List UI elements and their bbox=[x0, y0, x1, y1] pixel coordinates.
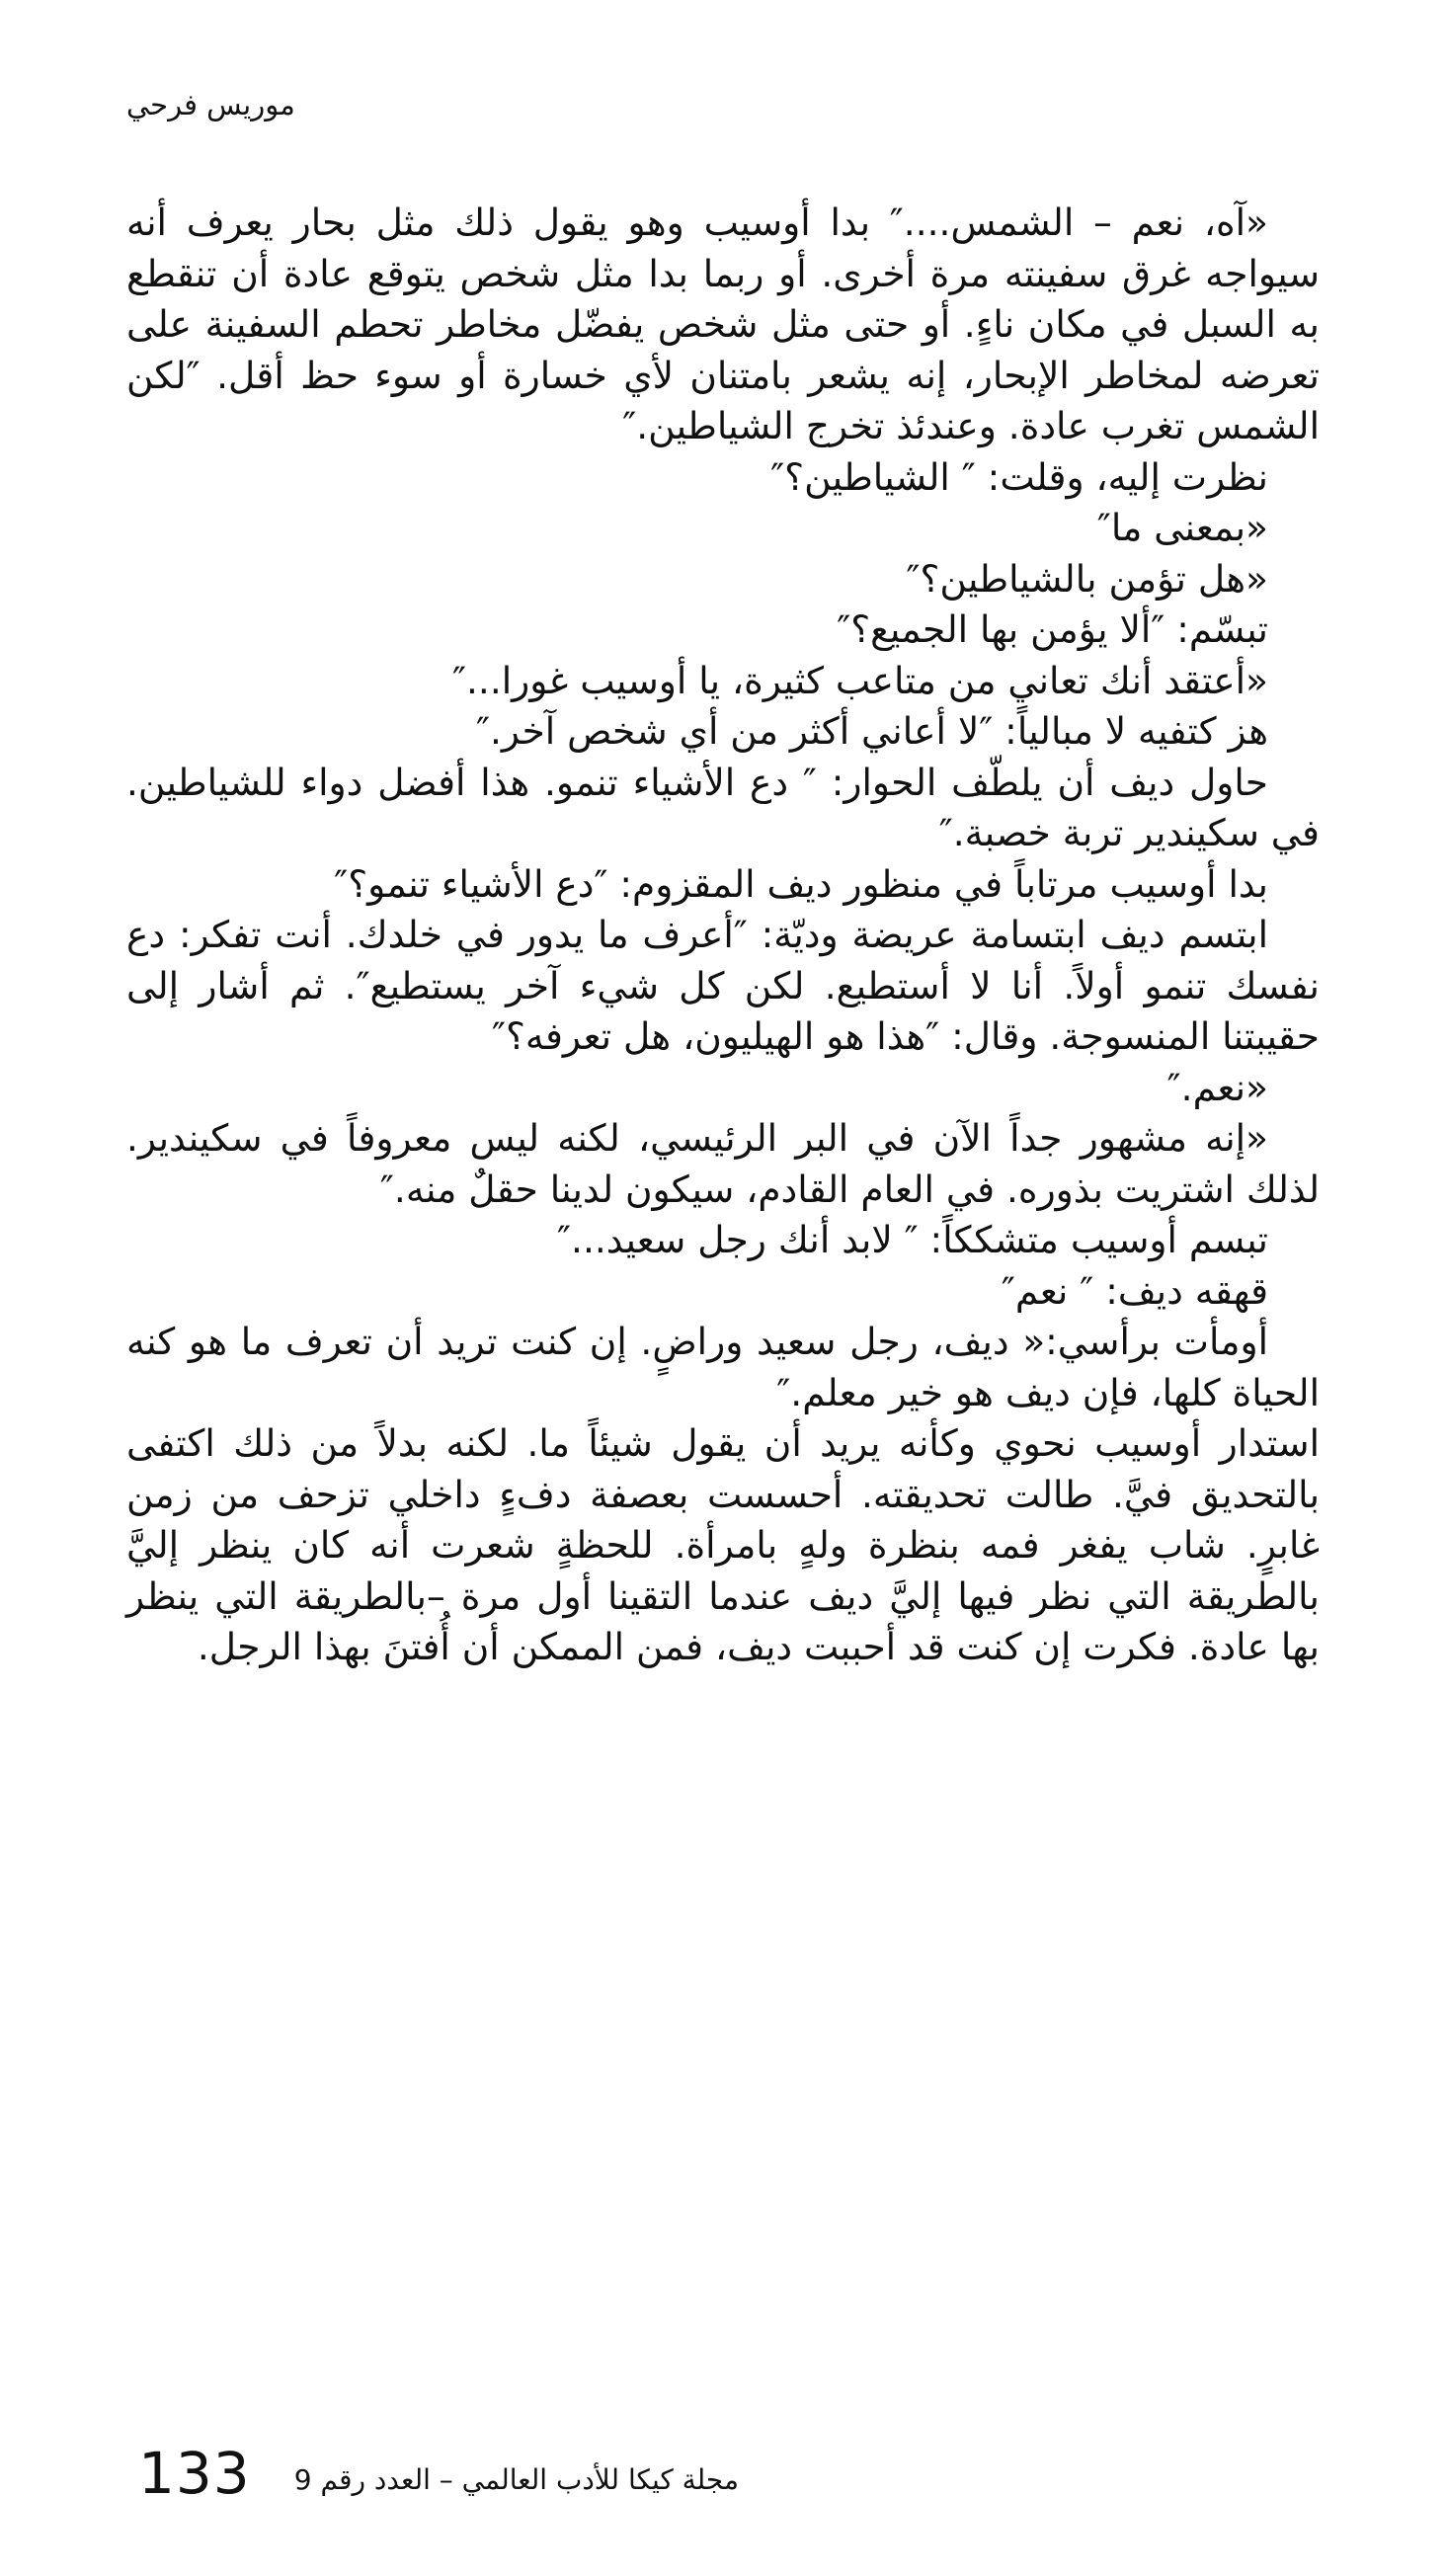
page-number: 133 bbox=[138, 2440, 251, 2507]
paragraph-5: تبسّم: ″ألا يؤمن بها الجميع؟″ bbox=[837, 607, 1268, 651]
paragraph-7: هز كتفيه لا مبالياً: ″لا أعاني أكثر من أي شخص آخر.″ bbox=[475, 709, 1268, 753]
paragraph-16: استدار أوسيب نحوي وكأنه يريد أن يقول شيئاً ما. لكنه بدلاً من ذلك اكتفى بالتحديق فيَّ. طالت تحديقته. أحسست بعصفة دفءٍ داخلي تزحف من زمن غابرٍ. شاب يفغر فمه بنظرة ولهٍ بامرأة. للحظةٍ شعرت أنه كان ينظر إليَّ بالطريقة التي نظر فيها إليَّ ديف عندما التقينا أول مرة –بالطريقة التي ينظر بها عادة. فكرت إن كنت قد أحببت ديف، فمن الممكن أن أُفتنَ بهذا الرجل. bbox=[126, 1421, 1320, 1668]
paragraph-12: «إنه مشهور جداً الآن في البر الرئيسي، لكنه ليس معروفاً في سكيندير. لذلك اشتريت بذوره. في العام القادم، سيكون لدينا حقلٌ منه.″ bbox=[126, 1116, 1320, 1211]
paragraph-4: «هل تؤمن بالشياطين؟″ bbox=[906, 556, 1268, 601]
paragraph-11: «نعم.″ bbox=[1166, 1065, 1268, 1109]
paragraph-10: ابتسم ديف ابتسامة عريضة وديّة: ″أعرف ما يدور في خلدك. أنت تفكر: دع نفسك تنمو أولاً. أنا لا أستطيع. لكن كل شيء آخر يستطيع″. ثم أشار إلى حقيبتنا المنسوجة. وقال: ″هذا هو الهيليون، هل تعرفه؟″ bbox=[126, 913, 1320, 1058]
paragraph-14: قهقه ديف: ″ نعم″ bbox=[1001, 1268, 1268, 1313]
paragraph-13: تبسم أوسيب متشككاً: ″ لابد أنك رجل سعيد...″ bbox=[557, 1218, 1268, 1261]
paragraph-2: نظرت إليه، وقلت: ″ الشياطين؟″ bbox=[770, 454, 1268, 499]
page-footer bbox=[138, 2440, 739, 2507]
running-head-author: موريس فرحي bbox=[126, 88, 295, 121]
paragraph-6: «أعتقد أنك تعاني من متاعب كثيرة، يا أوسيب غورا...″ bbox=[452, 658, 1268, 702]
journal-title: مجلة كيكا للأدب العالمي – العدد رقم 9 bbox=[293, 2463, 739, 2496]
paragraph-15: أومأت برأسي:« ديف، رجل سعيد وراضٍ. إن كنت تريد أن تعرف ما هو كنه الحياة كلها، فإن ديف هو خير معلم.″ bbox=[126, 1320, 1320, 1414]
paragraph-3: «بمعنى ما″ bbox=[1096, 506, 1268, 549]
paragraph-9: بدا أوسيب مرتاباً في منظور ديف المقزوم: ″دع الأشياء تنمو؟″ bbox=[334, 861, 1268, 906]
story-body bbox=[126, 198, 1320, 1673]
paragraph-1: «آه، نعم – الشمس....″ بدا أوسيب وهو يقول ذلك مثل بحار يعرف أنه سيواجه غرق سفينته مرة أخرى. أو ربما بدا مثل شخص يتوقع عادة أن تنقطع به السبل في مكان ناءٍ. أو حتى مثل شخص يفضّل مخاطر تحطم السفينة على تعرضه لمخاطر الإبحار، إنه يشعر بامتنان لأي خسارة أو سوء حظ أقل. ″لكن الشمس تغرب عادة. وعندئذ تخرج الشياطين.″ bbox=[126, 201, 1320, 447]
paragraph-8: حاول ديف أن يلطّف الحوار: ″ دع الأشياء تنمو. هذا أفضل دواء للشياطين. في سكيندير تربة خصبة.″ bbox=[126, 760, 1320, 854]
